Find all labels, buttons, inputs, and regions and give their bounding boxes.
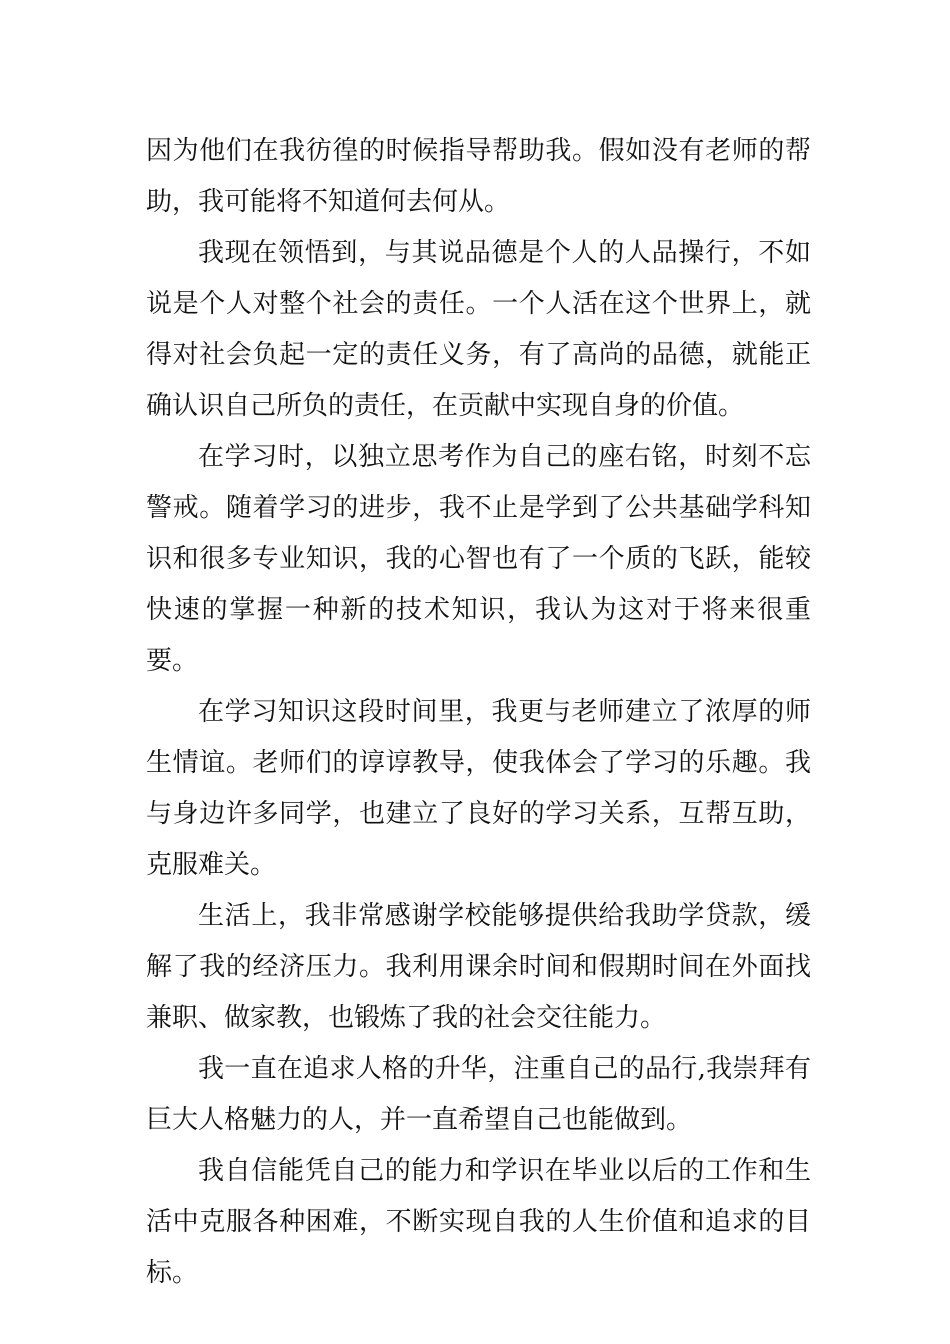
paragraph-teachers: 在学习知识这段时间里，我更与老师建立了浓厚的师生情谊。老师们的谆谆教导，使我体会了学习的乐趣。我与身边许多同学，也建立了良好的学习关系，互帮互助，克服难关。 (146, 697, 811, 880)
paragraph-personality: 我一直在追求人格的升华，注重自己的品行,我崇拜有巨大人格魅力的人，并一直希望自己也能做到。 (146, 1054, 811, 1135)
paragraph-confidence: 我自信能凭自己的能力和学识在毕业以后的工作和生活中克服各种困难，不断实现自我的人生价值和追求的目标。 (146, 1156, 811, 1288)
document-body (146, 126, 811, 1299)
paragraph-life: 生活上，我非常感谢学校能够提供给我助学贷款，缓解了我的经济压力。我利用课余时间和假期时间在外面找兼职、做家教，也锻炼了我的社会交往能力。 (146, 901, 811, 1033)
paragraph-continuation: 因为他们在我彷徨的时候指导帮助我。假如没有老师的帮助，我可能将不知道何去何从。 (146, 136, 811, 217)
paragraph-character: 我现在领悟到，与其说品德是个人的人品操行，不如说是个人对整个社会的责任。一个人活在这个世界上，就得对社会负起一定的责任义务，有了高尚的品德，就能正确认识自己所负的责任，在贡献中实现自身的价值。 (146, 238, 811, 421)
paragraph-study: 在学习时，以独立思考作为自己的座右铭，时刻不忘警戒。随着学习的进步，我不止是学到了公共基础学科知识和很多专业知识，我的心智也有了一个质的飞跃，能较快速的掌握一种新的技术知识，我认为这对于将来很重要。 (146, 442, 811, 676)
